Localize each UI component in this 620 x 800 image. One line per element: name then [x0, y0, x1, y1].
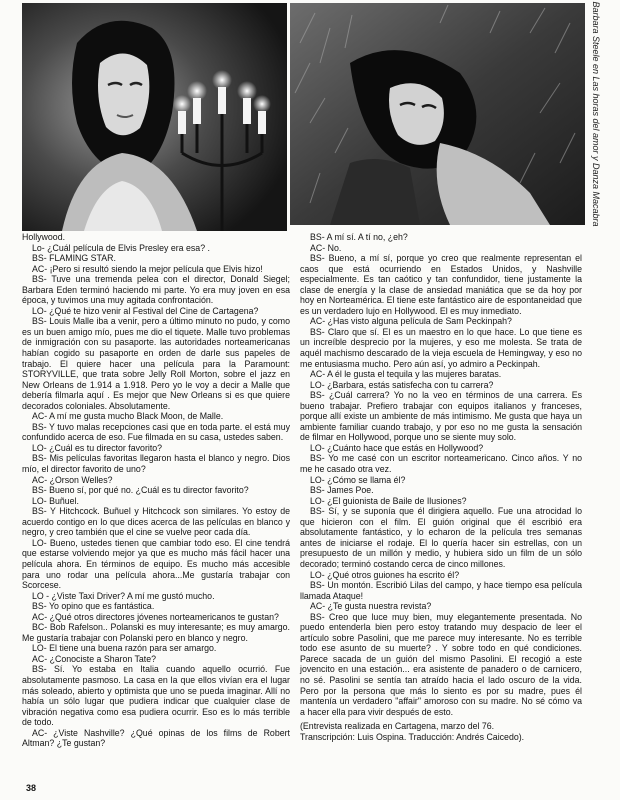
paragraph: AC- ¿Te gusta nuestra revista?: [310, 601, 432, 612]
paragraph: AC- ¿Viste Nashville? ¿Qué opinas de los films de Robert Altman? ¿Te gustan?: [22, 727, 290, 749]
paragraph: BS- Un montón. Escribió Lilas del campo, y hace tiempo esa película llamada Ataque!: [300, 580, 582, 601]
paragraph: BS- A mí sí. A tí no, ¿eh?: [310, 232, 408, 242]
paragraph: AC- ¿Orson Welles?: [32, 474, 113, 485]
paragraph: BS- Sí. Yo estaba en Italia cuando aquello ocurrió. Fue absolutamente pasmoso. La casa en la que ellos vivían era el lugar más soleado, abierto y optimista que uno se pueda imaginar. Allí no había un sólo lugar que pudiera indicar que cualquier clase de vibración negativa como esa pudiera ocurrir. Eso es lo más terrible de todo.: [22, 664, 290, 728]
caption-text: Barbara Steele en Las horas del amor y Danza Macabra: [591, 1, 601, 227]
credits-line: (Entrevista realizada en Cartagena, marzo del 76.: [300, 721, 495, 732]
paragraph: AC- ¡Pero si resultó siendo la mejor película que Elvis hizo!: [32, 263, 263, 274]
paragraph: LO- ¿Qué te hizo venir al Festival del Cine de Cartagena?: [32, 305, 259, 316]
paragraph: AC- ¿Conociste a Sharon Tate?: [32, 653, 157, 664]
left-text-column: [22, 232, 290, 749]
paragraph: BS- Claro que sí. El es un maestro en lo que hace. Lo que tiene es un increíble desprecio por la mujeres, y eso me molesta. Se trata de aquél machismo descarado de la vieja escuela de Hemingway, y eso no me entusiasma mucho. Pero aún así, yo admiro a Peckinpah.: [300, 326, 582, 369]
paragraph: BS- Sí, y se suponía que él dirigiera aquello. Fue una atrocidad lo que hicieron con el film. El guión original que él escribió era absolutamente fantástico, y lo echaron de la película tres semanas antes de iniciarse el rodaje. El lo quería hacer sin estrellas, con un presupuesto de un millón y medio, y hubiera sido un film de un sólo decorado; terminó costando cerca de cinco millones.: [300, 506, 582, 569]
paragraph: LO- El tiene una buena razón para ser amargo.: [32, 643, 217, 654]
paragraph: BS- Y tuvo malas recepciones casi que en toda parte. el está muy confundido acerca de eso. Fue filmada en su casa, ustedes saben.: [22, 421, 290, 443]
paragraph: LO- ¿El guionista de Baile de Ilusiones?: [310, 495, 467, 506]
paragraph: LO - ¿Viste Taxi Driver? A mí me gustó mucho.: [32, 590, 215, 601]
paragraph: BS- Y Hitchcock. Buñuel y Hitchcock son similares. Yo estoy de acuerdo contigo en lo que dices acerca de las películas en blanco y negro, y creo también que el cine se vuelve peor cada día.: [22, 506, 290, 538]
page-number: 38: [26, 783, 37, 793]
paragraph: BS- Creo que luce muy bien, muy elegantemente presentada. No puedo entenderla bien pero estoy tratando muy despacio de leer el artículo sobre Pasolini, que me parece muy interesante. No es terrible todo ese asunto de su muerte? . Y sobre todo en qué condiciones. Parece sacada de un guión del mismo Pasolini. El recogió a este jovencito en una estación... era asistente de panadero o de carnicero, no sé. Pasolini se sentía tan atraído hacia el lado oscuro de la vida. Pero por la persona que más lo siento es por su madre, pues él mantenía un verdadero "affair" amoroso con su madre. No sé cómo va a hacer ella para vivir después de esto.: [300, 611, 582, 717]
paragraph: BS- Bueno sí, por qué no. ¿Cuál es tu director favorito?: [32, 485, 249, 496]
right-text-column: [300, 232, 582, 742]
paragraph: BS- Tuve una tremenda pelea con el director, Donald Siegel; Barbara Eden terminó haciendo mi parte. Yo era muy joven en esa época, y tuvimos una muy agitada confrontación.: [22, 274, 290, 306]
paragraph: AC- ¿Qué otros directores jóvenes norteamericanos te gustan?: [32, 611, 279, 622]
paragraph: BS- Louis Malle iba a venir, pero a último minuto no pudo, y como es un buen amigo mío, pues me dio el tiquete. Malle tuvo problemas de inmigración con su pasaporte. las autoridades norteamericanas habían cogido su pasaporte en orden de darle sus papeles de trabajo. El quiere hacer una película para la Paramount: STORYVILLE, que trata sobre Jelly Roll Morton, sobre el jazz en New Orleans de 1.914 a 1.918. Pero yo le voy a decir a Malle que debería filmarla aquí . Es mejor que New Orleans si es que quiere decorados coloniales. Absolutamente.: [22, 316, 290, 411]
paragraph: AC- A él le gusta el tequila y las mujeres baratas.: [310, 369, 502, 380]
paragraph: BC- Bob Rafelson.. Polanski es muy interesante; es muy amargo. Me gustaría trabajar con Polanski pero en blanco y negro.: [22, 622, 290, 643]
paragraph: BS- FLAMING STAR.: [32, 253, 116, 264]
paragraph: LO- ¿Cuál es tu director favorito?: [32, 442, 163, 453]
paragraph: BS- Yo me casé con un escritor norteamericano. Cinco años. Y no me he casado otra vez.: [300, 453, 582, 475]
paragraph: LO- ¿Cuánto hace que estás en Hollywood?: [310, 442, 484, 453]
paragraph: AC- A mí me gusta mucho Black Moon, de Malle.: [32, 411, 224, 422]
paragraph: BS- Bueno, a mí sí, porque yo creo que realmente representan el caos que está ocurriendo en Estados Unidos, y Nashville especialmente. Es tan caótico y tan confundidor, tiene justamente la clase de energía y la clase de ansiedad maniática que se da hoy por hoy en Norteamérica. El tiene este fantástico aire de espontaneidad que es un verdadero lujo en Hollywood. El es muy inmediato.: [300, 253, 582, 316]
photo-caption: [585, 1, 607, 227]
photo-grass: [290, 3, 585, 225]
paragraph: Lo- ¿Cuál película de Elvis Presley era esa? .: [32, 242, 210, 253]
photo-candelabra: [22, 3, 287, 231]
paragraph: LO- ¿Qué otros guiones ha escrito él?: [310, 569, 460, 580]
paragraph: AC- No.: [310, 242, 342, 253]
paragraph: AC- ¿Has visto alguna película de Sam Peckinpah?: [310, 316, 512, 327]
credits-line: Transcripción: Luis Ospina. Traducción: Andrés Caicedo).: [300, 731, 525, 742]
paragraph: LO- Buñuel.: [32, 495, 79, 506]
paragraph: LO- ¿Cómo se llama él?: [310, 474, 406, 485]
paragraph: BS- Yo opino que es fantástica.: [32, 601, 155, 612]
paragraph: BS- Mis películas favoritas llegaron hasta el blanco y negro. Dios mío, el director favorito de uno?: [22, 453, 290, 475]
paragraph: Hollywood.: [22, 232, 66, 242]
paragraph: BS- James Poe.: [310, 485, 374, 496]
paragraph: LO- Bueno, ustedes tienen que cambiar todo eso. El cine tendrá que estarse volviendo mejor ya que es mucho más fácil hacer una película ahora. En términos de equipo. Es mucho más accesible para uno rodar una película ahora...Me gustaría trabajar con Scorcese.: [22, 537, 290, 591]
paragraph: BS- ¿Cuál carrera? Yo no la veo en términos de una carrera. Es bueno trabajar. Prefiero trabajar con equipos italianos y franceses, porque allí existe un ambiente de más intimismo. Me gusta que haya un ambiente familiar cuando trabajo, y por eso no me gusta la sensación de filmar en Hollywood, porque uno se siente muy solo.: [300, 390, 582, 443]
paragraph: LO- ¿Barbara, estás satisfecha con tu carrera?: [310, 379, 494, 390]
